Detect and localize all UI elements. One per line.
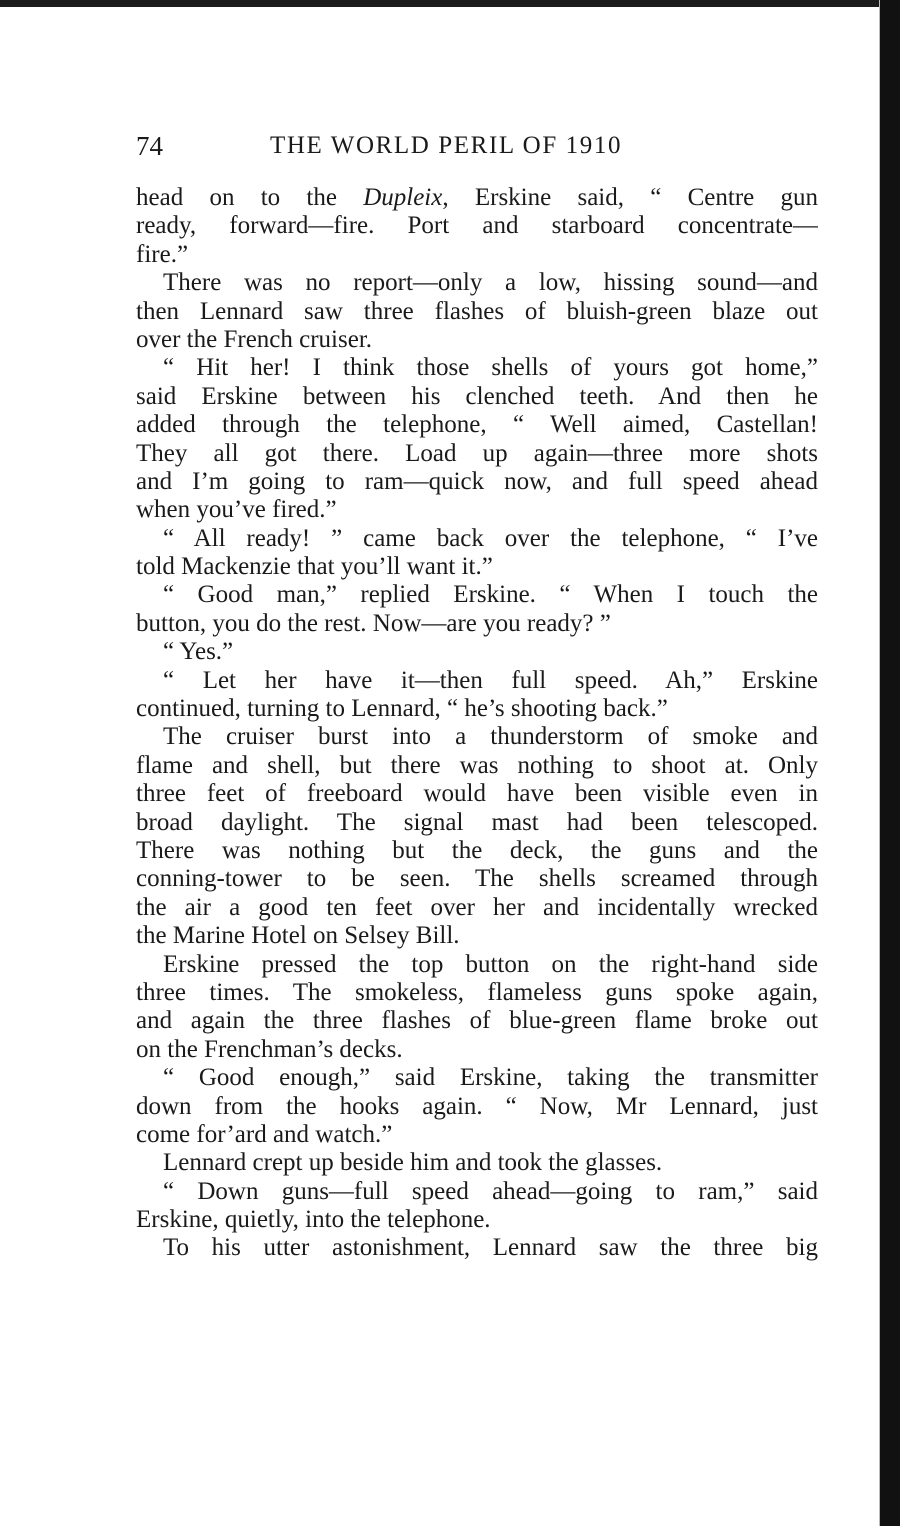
text-line: down from the hooks again. “ Now, Mr Lennard, just	[136, 1092, 818, 1120]
text-line: There was no report—only a low, hissing sound—and	[163, 269, 818, 297]
text-line: “ Good man,” replied Erskine. “ When I touch the	[163, 581, 818, 609]
text-line: button, you do the rest. Now—are you ready? ”	[136, 609, 611, 637]
text-line: There was nothing but the deck, the guns and the	[136, 836, 818, 864]
text-line: Erskine pressed the top button on the right-hand side	[163, 950, 818, 978]
page-header	[136, 128, 818, 164]
text-line: Lennard crept up beside him and took the glasses.	[163, 1149, 663, 1177]
text-line: then Lennard saw three flashes of bluish-green blaze out	[136, 297, 818, 325]
text-line: “ Hit her! I think those shells of yours got home,”	[163, 354, 818, 382]
text-line: over the French cruiser.	[136, 325, 373, 353]
text-line: “ Let her have it—then full speed. Ah,” Erskine	[163, 666, 818, 694]
text-line: said Erskine between his clenched teeth. And then he	[136, 382, 818, 410]
text-line: three feet of freeboard would have been visible even in	[136, 780, 818, 808]
text-line: on the Frenchman’s decks.	[136, 1035, 403, 1063]
text-line: added through the telephone, “ Well aimed, Castellan!	[136, 411, 818, 439]
scan-right-edge	[880, 0, 900, 1526]
text-line: continued, turning to Lennard, “ he’s shooting back.”	[136, 695, 668, 723]
text-line: the Marine Hotel on Selsey Bill.	[136, 922, 460, 950]
text-line: conning-tower to be seen. The shells screamed through	[136, 865, 818, 893]
text-line: “ Good enough,” said Erskine, taking the transmitter	[163, 1064, 818, 1092]
text-line: ready, forward—fire. Port and starboard concentrate—	[136, 212, 818, 240]
text-line: They all got there. Load up again—three more shots	[136, 439, 818, 467]
body-text	[136, 184, 818, 1263]
text-line: “ All ready! ” came back over the telephone, “ I’ve	[163, 524, 818, 552]
text-line: and again the three flashes of blue-green flame broke out	[136, 1007, 818, 1035]
text-line: when you’ve fired.”	[136, 496, 337, 524]
running-title: THE WORLD PERIL OF 1910	[270, 132, 623, 159]
text-line: broad daylight. The signal mast had been telescoped.	[136, 808, 818, 836]
text-line: and I’m going to ram—quick now, and full speed ahead	[136, 467, 818, 495]
page-number: 74	[136, 131, 163, 161]
text-line: To his utter astonishment, Lennard saw the three big	[163, 1234, 818, 1262]
text-line: head on to the Dupleix, Erskine said, “ Centre gun	[136, 184, 818, 211]
text-line: the air a good ten feet over her and incidentally wrecked	[136, 893, 818, 921]
text-line: fire.”	[136, 240, 189, 268]
text-line: three times. The smokeless, flameless guns spoke again,	[136, 978, 818, 1006]
text-line: “ Down guns—full speed ahead—going to ram,” said	[163, 1177, 818, 1205]
scan-top-edge	[0, 0, 880, 7]
text-line: flame and shell, but there was nothing to shoot at. Only	[136, 751, 818, 779]
text-line: Erskine, quietly, into the telephone.	[136, 1206, 491, 1234]
text-line: told Mackenzie that you’ll want it.”	[136, 553, 493, 581]
text-line: The cruiser burst into a thunderstorm of smoke and	[163, 723, 818, 751]
text-line: “ Yes.”	[163, 638, 234, 666]
text-line: come for’ard and watch.”	[136, 1120, 393, 1148]
